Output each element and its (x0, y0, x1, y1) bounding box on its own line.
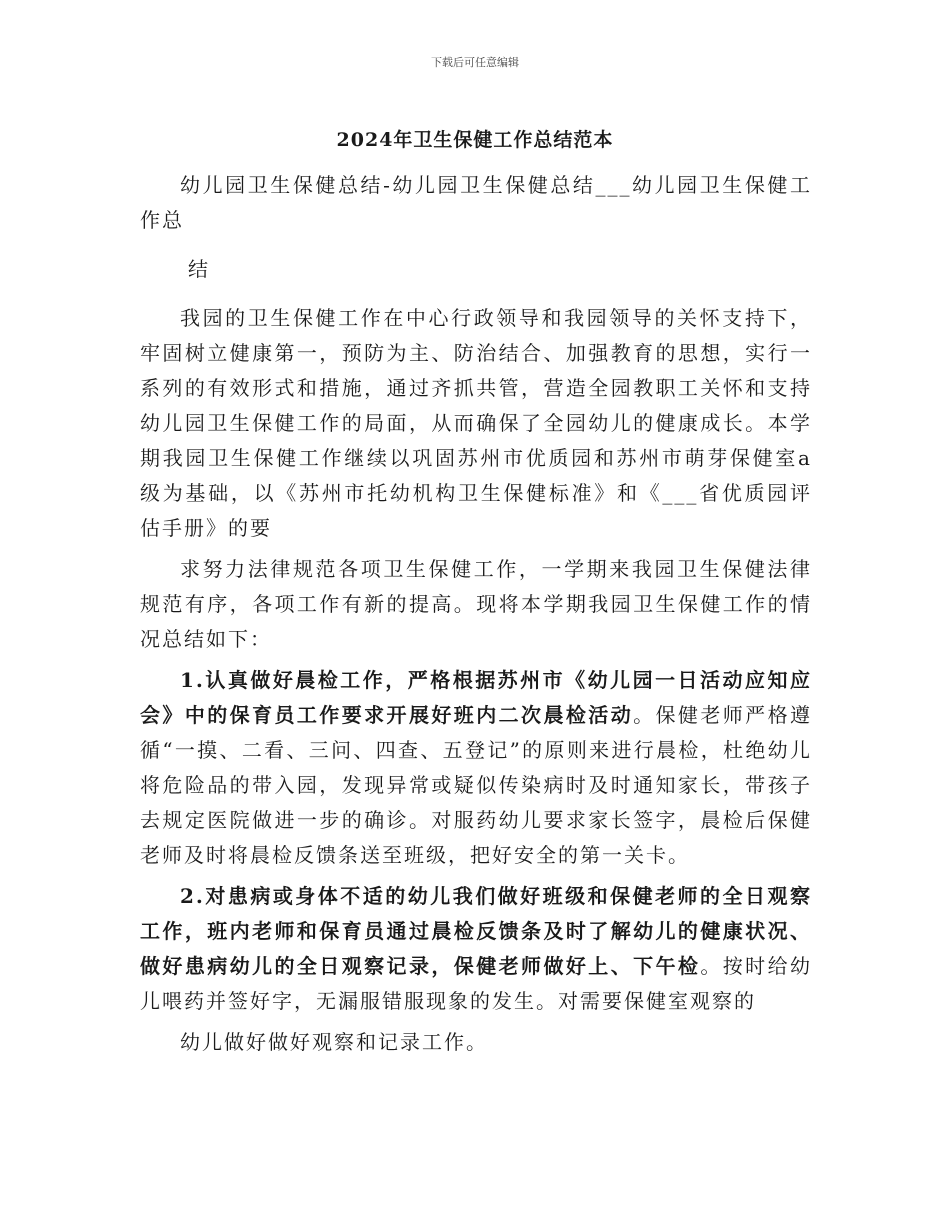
paragraph-overview: 我园的卫生保健工作在中心行政领导和我园领导的关怀支持下，牢固树立健康第一，预防为主、防治结合、加强教育的思想，实行一系列的有效形式和措施，通过齐抓共管，营造全园教职工关怀和支持幼儿园卫生保健工作的局面，从而确保了全园幼儿的健康成长。本学期我园卫生保健工作继续以巩固苏州市优质园和苏州市萌芽保健室a级为基础，以《苏州市托幼机构卫生保健标准》和《___省优质园评估手册》的要 (140, 306, 812, 540)
item-2-heading: 2.对患病或身体不适的幼儿我们做好班级和保健老师的全日观察工作，班内老师和保育员通过晨检反馈条及时了解幼儿的健康状况、做好患病幼儿的全日观察记录，保健老师做好上、下午检 (140, 884, 812, 978)
paragraph-item-2-continued: 幼儿做好做好观察和记录工作。 (180, 1030, 488, 1054)
paragraph-intro-tail: 结 (188, 257, 210, 281)
header-note: 下载后可任意编辑 (431, 56, 519, 69)
paragraph-item-2 (140, 879, 812, 1019)
paragraph-summary-intro: 求努力法律规范各项卫生保健工作，一学期来我园卫生保健法律规范有序，各项工作有新的提高。现将本学期我园卫生保健工作的情况总结如下： (140, 557, 812, 651)
item-2-text: 。按时给幼儿喂药并签好字，无漏服错服现象的发生。对需要保健室观察的 (140, 954, 813, 1013)
paragraph-item-1 (140, 663, 812, 873)
item-1-heading: 1.认真做好晨检工作，严格根据苏州市《幼儿园一日活动应知应会》中的保育员工作要求开展好班内二次晨检活动 (140, 668, 812, 727)
paragraph-intro: 幼儿园卫生保健总结-幼儿园卫生保健总结___幼儿园卫生保健工作总 (140, 173, 812, 232)
document-body (140, 168, 812, 1060)
item-1-text: 。保健老师严格遵循“一摸、二看、三问、四查、五登记”的原则来进行晨检，杜绝幼儿将危险品的带入园，发现异常或疑似传染病时及时通知家长，带孩子去规定医院做进一步的确诊。对服药幼儿要求家长签字，晨检后保健老师及时将晨检反馈条送至班级，把好安全的第一关卡。 (140, 703, 813, 867)
document-title: 2024年卫生保健工作总结范本 (336, 129, 614, 151)
